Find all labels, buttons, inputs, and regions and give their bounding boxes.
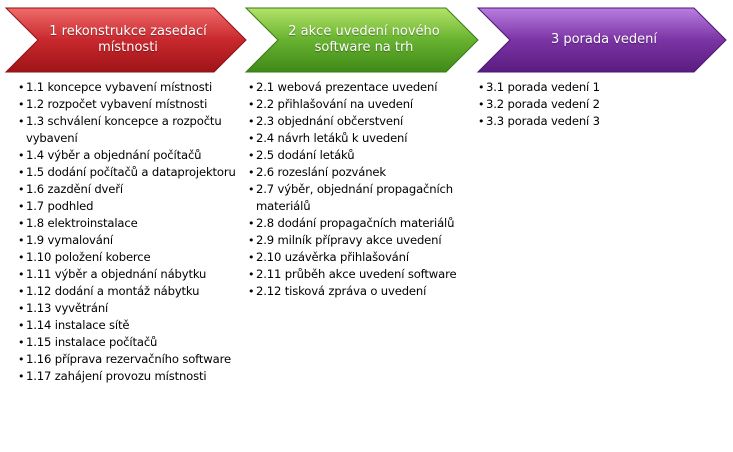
phase-2-title: 2 akce uvedení nového software na trh [288, 24, 440, 55]
task-item: • 1.16 příprava rezervačního software [18, 351, 243, 368]
task-item: • 1.11 výběr a objednání nábytku [18, 266, 243, 283]
task-item: • 2.3 objednání občerstvení [248, 113, 473, 130]
task-item: • 2.10 uzávěrka přihlašování [248, 249, 473, 266]
task-item: • 2.2 přihlašování na uvedení [248, 96, 473, 113]
task-item: • 3.2 porada vedení 2 [478, 96, 718, 113]
task-item: • 1.15 instalace počítačů [18, 334, 243, 351]
task-item: • 1.3 schválení koncepce a rozpočtu vybavení [18, 113, 243, 147]
task-item: • 3.1 porada vedení 1 [478, 79, 718, 96]
phase-2-task-list [248, 79, 473, 300]
task-item: • 2.12 tisková zpráva o uvedení [248, 283, 473, 300]
phase-1-title: 1 rekonstrukce zasedací místnosti [49, 24, 207, 55]
task-item: • 1.8 elektroinstalace [18, 215, 243, 232]
task-item: • 1.12 dodání a montáž nábytku [18, 283, 243, 300]
task-item: • 1.7 podhled [18, 198, 243, 215]
task-item: • 1.14 instalace sítě [18, 317, 243, 334]
task-item: • 2.6 rozeslání pozvánek [248, 164, 473, 181]
task-item: • 2.8 dodání propagačních materiálů [248, 215, 473, 232]
task-item: • 2.7 výběr, objednání propagačních materiálů [248, 181, 473, 215]
task-item: • 1.17 zahájení provozu místnosti [18, 368, 243, 385]
task-item: • 1.9 vymalování [18, 232, 243, 249]
task-item: • 2.9 milník přípravy akce uvedení [248, 232, 473, 249]
task-item: • 2.4 návrh letáků k uvedení [248, 130, 473, 147]
phase-1-task-list [18, 79, 243, 385]
task-item: • 1.6 zazdění dveří [18, 181, 243, 198]
task-item: • 1.10 položení koberce [18, 249, 243, 266]
task-item: • 1.2 rozpočet vybavení místnosti [18, 96, 243, 113]
task-item: • 2.1 webová prezentace uvedení [248, 79, 473, 96]
task-item: • 1.1 koncepce vybavení místnosti [18, 79, 243, 96]
task-item: • 1.13 vyvětrání [18, 300, 243, 317]
task-item: • 2.5 dodání letáků [248, 147, 473, 164]
phase-3-title: 3 porada vedení [550, 32, 658, 47]
task-item: • 3.3 porada vedení 3 [478, 113, 718, 130]
task-item: • 1.4 výběr a objednání počítačů [18, 147, 243, 164]
task-item: • 1.5 dodání počítačů a dataprojektoru [18, 164, 243, 181]
task-item: • 2.11 průběh akce uvedení software [248, 266, 473, 283]
phase-3-task-list [478, 79, 718, 130]
